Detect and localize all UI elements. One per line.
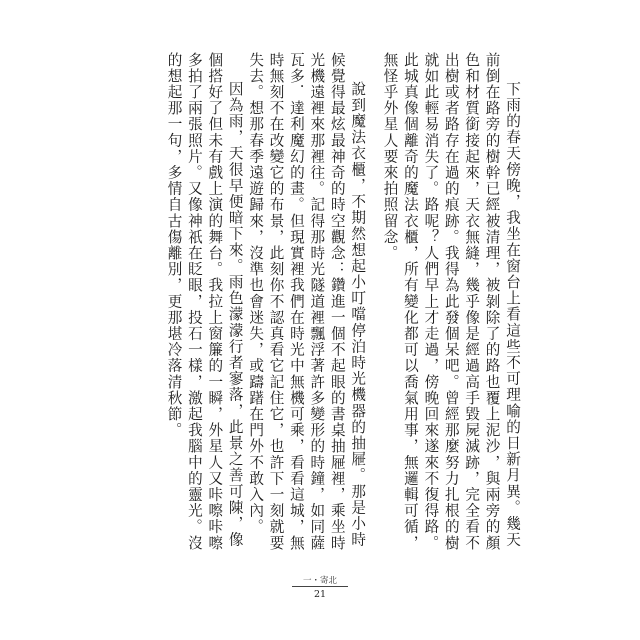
vertical-text-body bbox=[112, 52, 522, 552]
paragraph-gap bbox=[367, 52, 379, 552]
paragraph-3: 因為雨，天很早便暗下來。雨色濛濛行者寥落，此景之善可陳，像個搭好了但未有戲上演的舞台。我拉上窗簾的一瞬，外星人又咔嚓咔嚓多拍了兩張照片。又像神祇在眨眼，投石一樣，激起我腦中的靈光。沒的想起那一句，多情自古傷離別，更那堪冷落清秋節。 bbox=[165, 52, 244, 552]
footer-divider bbox=[292, 586, 348, 587]
page-number: 21 bbox=[313, 589, 327, 600]
paragraph-2: 說到魔法衣櫃，不期然想起小叮噹停泊時光機器的抽屜。那是小時候覺得最炫最神奇的時空觀念：鑽進一個不起眼的書桌抽屜裡，乘坐時光機遠裡來那裡往。記得那時光隧道裡飄浮著許多變形的時鐘，如同薩瓦多．達利魔幻的畫。但現實裡我們在時光中無機可乘，看看這城，無時無刻不在改變它的布景，此刻你不認真看它記住它，也許下一刻就要失去。想那春季遠遊歸來，沒準也會迷失，或躊躇在門外不敢入內。 bbox=[247, 52, 367, 552]
paragraph-1: 下雨的春天傍晚，我坐在窗台上看這些不可理喻的日新月異。幾天前倒在路旁的樹幹已經被清理，被剝除了的路也覆上泥沙，與兩旁的顏色和材質銜接起來，天衣無縫，幾乎像是經過高手毀屍滅跡，完全看不出樹或者路存在過的痕跡。我得為此發個呆吧。曾經那麼努力扎根的樹就如此輕易消失了。路呢？人們早上才走過，傍晚回來遂來不復得路。此城真像個離奇的魔法衣櫃，所有變化都可以喬氣用事，無邏輯可循，無怪乎外星人要來拍照留念。 bbox=[381, 52, 521, 552]
running-footer-title: 一・寄北 bbox=[302, 576, 337, 586]
